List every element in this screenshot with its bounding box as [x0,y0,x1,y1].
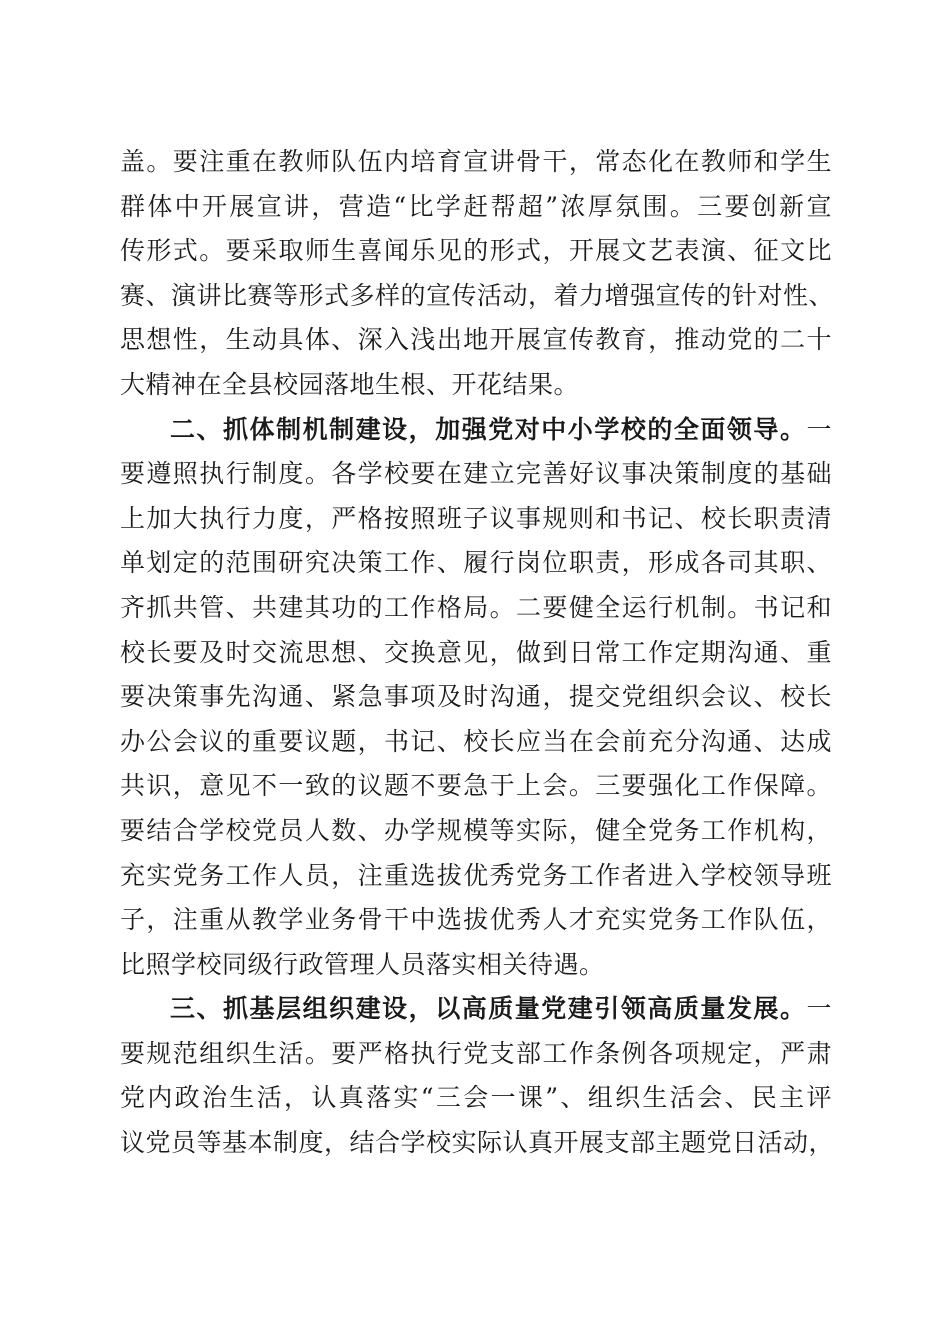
section-heading-3: 三、抓基层组织建设，以高质量党建引领高质量发展。 [170,994,807,1024]
heading-continuation: 一 [806,994,832,1024]
paragraph-line: 单划定的范围研究决策工作、履行岗位职责，形成各司其职、 [120,548,832,578]
paragraph-3 [120,987,835,1165]
paragraph-line: 盖。要注重在教师队伍内培育宣讲骨干，常态化在教师和学生 [120,147,832,176]
paragraph-line: 群体中开展宣讲，营造“比学赶帮超”浓厚氛围。三要创新宣 [120,191,832,221]
paragraph-line: 大精神在全县校园落地生根、开花结果。 [120,369,580,399]
paragraph-line: 共识，意见不一致的议题不要急于上会。三要强化工作保障。 [120,771,832,801]
paragraph-line: 要遵照执行制度。各学校要在建立完善好议事决策制度的基础 [120,459,832,489]
paragraph-line: 要规范组织生活。要严格执行党支部工作条例各项规定，严肃 [120,1038,832,1068]
paragraph-first-line [120,408,832,453]
paragraph-line: 要决策事先沟通、紧急事项及时沟通，提交党组织会议、校长 [120,682,832,712]
paragraph-line: 子，注重从教学业务骨干中选拔优秀人才充实党务工作队伍， [120,905,832,935]
paragraph-line: 校长要及时交流思想、交换意见，做到日常工作定期沟通、重 [120,637,832,667]
paragraph-1 [120,140,835,408]
paragraph-first-line [120,987,832,1032]
paragraph-line: 办公会议的重要议题，书记、校长应当在会前充分沟通、达成 [120,726,832,756]
paragraph-line: 充实党务工作人员，注重选拔优秀党务工作者进入学校领导班 [120,860,832,890]
paragraph-line: 议党员等基本制度，结合学校实际认真开展支部主题党日活动， [120,1128,835,1158]
paragraph-line: 齐抓共管、共建其功的工作格局。二要健全运行机制。书记和 [120,592,832,622]
section-heading-2: 二、抓体制机制建设，加强党对中小学校的全面领导。 [170,414,807,444]
paragraph-line: 要结合学校党员人数、办学规模等实际，健全党务工作机构， [120,815,832,845]
paragraph-line: 党内政治生活，认真落实“三会一课”、组织生活会、民主评 [120,1083,832,1113]
paragraph-line: 上加大执行力度，严格按照班子议事规则和书记、校长职责清 [120,503,832,533]
document-body [120,140,835,1166]
paragraph-line: 比照学校同级行政管理人员落实相关待遇。 [120,949,605,979]
paragraph-line: 思想性，生动具体、深入浅出地开展宣传教育，推动党的二十 [120,325,832,355]
heading-continuation: 一 [806,414,832,444]
paragraph-line: 传形式。要采取师生喜闻乐见的形式，开展文艺表演、征文比 [120,236,832,266]
paragraph-line: 赛、演讲比赛等形式多样的宣传活动，着力增强宣传的针对性、 [120,280,835,310]
paragraph-2 [120,408,832,988]
